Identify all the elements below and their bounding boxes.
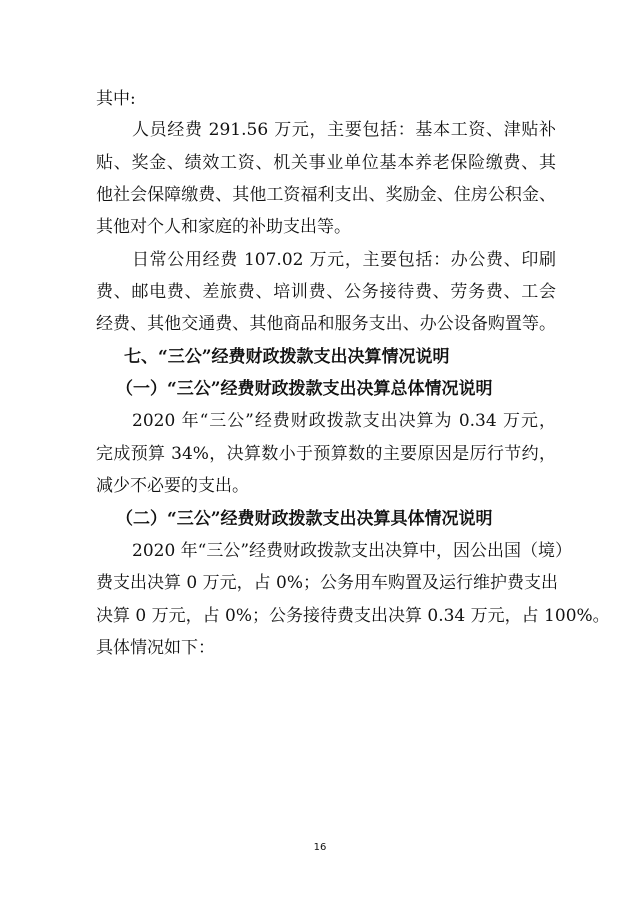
- public-line-2: 费、邮电费、差旅费、培训费、公务接待费、劳务费、工会: [96, 282, 556, 302]
- personnel-line-3: 他社会保障缴费、其他工资福利支出、奖励金、住房公积金、: [96, 185, 556, 205]
- subsection-1-line-3: 减少不必要的支出。: [96, 476, 249, 496]
- public-line-3: 经费、其他交通费、其他商品和服务支出、办公设备购置等。: [96, 314, 556, 334]
- public-line-1: 日常公用经费 107.02 万元，主要包括：办公费、印刷: [132, 250, 556, 270]
- subsection-2-line-1: 2020 年“三公”经费财政拨款支出决算中，因公出国（境）: [132, 541, 573, 561]
- subsection-2-line-4: 具体情况如下：: [96, 638, 215, 658]
- personnel-line-1: 人员经费 291.56 万元，主要包括：基本工资、津贴补: [132, 120, 556, 140]
- section-7-heading: 七、“三公”经费财政拨款支出决算情况说明: [124, 347, 450, 367]
- subsection-1-heading: （一）“三公”经费财政拨款支出决算总体情况说明: [116, 379, 493, 399]
- subsection-2-line-2: 费支出决算 0 万元，占 0%；公务用车购置及运行维护费支出: [96, 573, 558, 593]
- page-number: 16: [313, 842, 327, 853]
- subsection-1-line-1: 2020 年“三公”经费财政拨款支出决算为 0.34 万元，: [132, 411, 556, 431]
- subsection-2-heading: （二）“三公”经费财政拨款支出决算具体情况说明: [116, 509, 493, 529]
- subsection-2-line-3: 决算 0 万元，占 0%；公务接待费支出决算 0.34 万元，占 100%。: [96, 606, 610, 626]
- subsection-1-line-2: 完成预算 34%，决算数小于预算数的主要原因是厉行节约，: [96, 444, 556, 464]
- intro-text: 其中:: [96, 89, 136, 109]
- personnel-line-4: 其他对个人和家庭的补助支出等。: [96, 217, 351, 237]
- personnel-line-2: 贴、奖金、绩效工资、机关事业单位基本养老保险缴费、其: [96, 153, 556, 173]
